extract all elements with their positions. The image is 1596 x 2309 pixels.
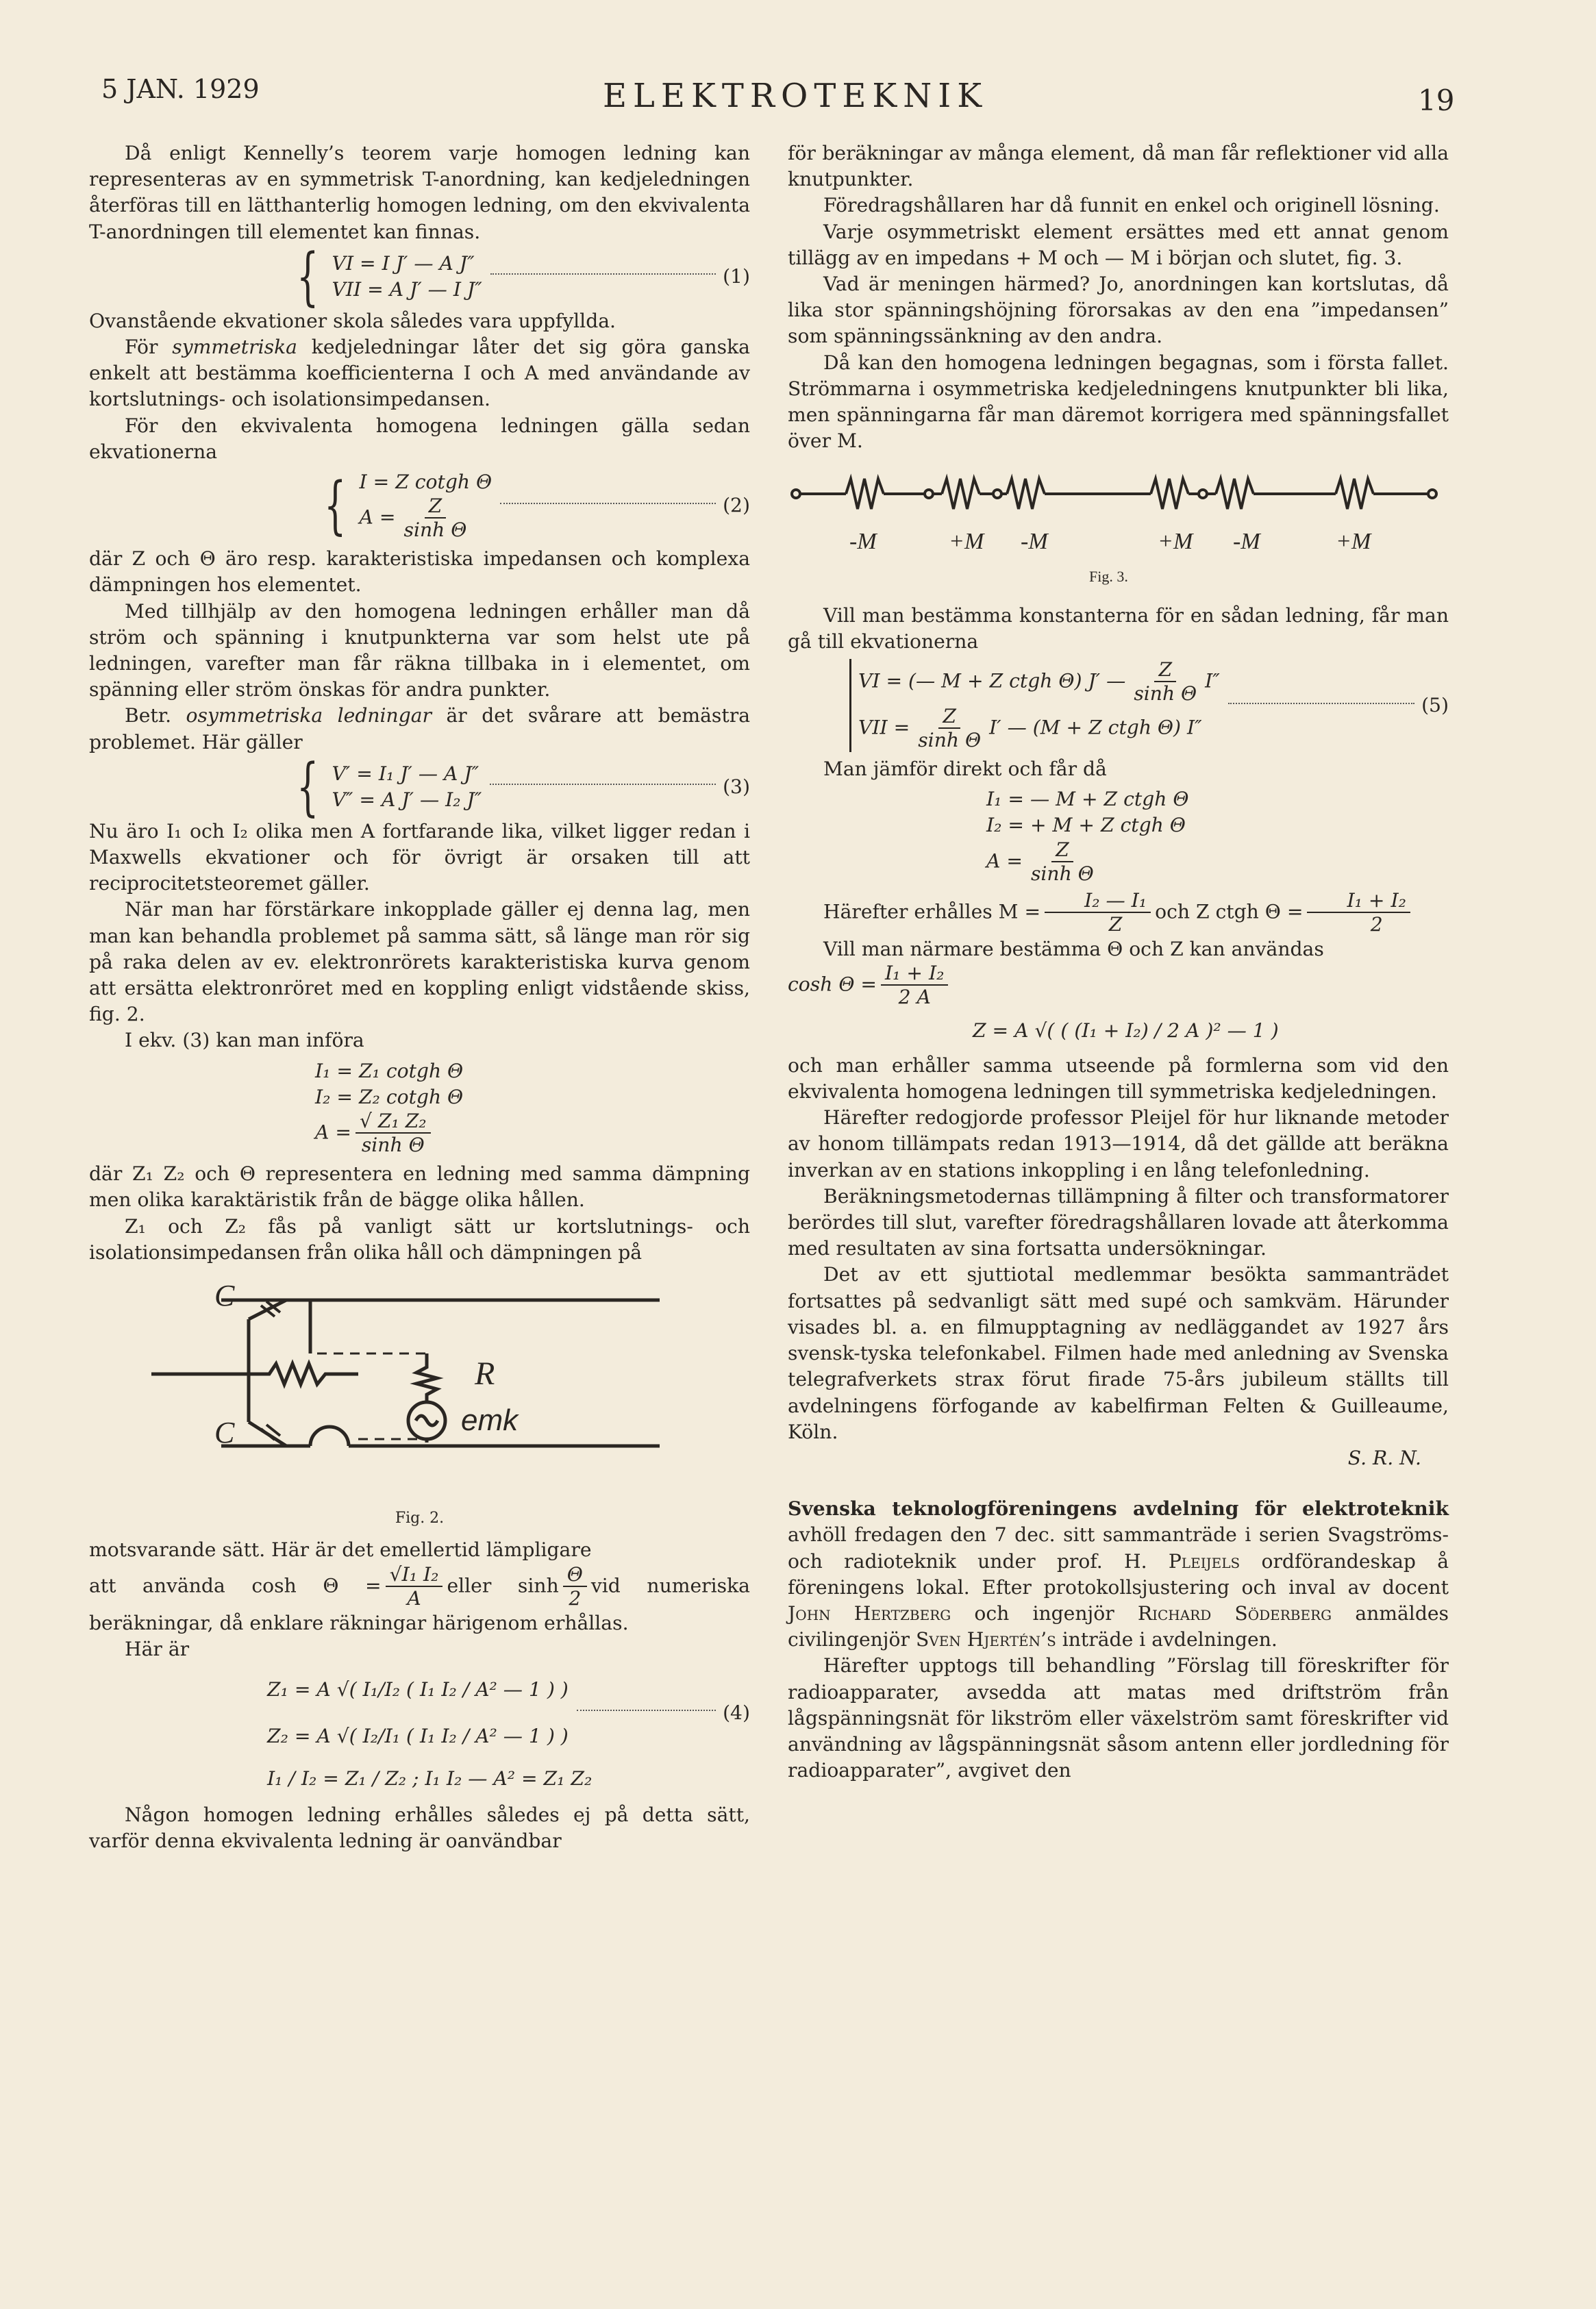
equation-z: Z = A √( ( (I₁ + I₂) / 2 A )² — 1 ) [973,1019,1279,1042]
equation-line: I₂ = Z₂ cotgh Θ [315,1085,464,1108]
fig3-label: +M [949,529,984,555]
right-column [788,140,1449,1784]
equation-4 [267,1667,750,1798]
paragraph: Vill man närmare bestämma Θ och Z kan användas [823,937,1324,960]
paragraph: Med tillhjälp av den homogena ledningen erhåller man då ström och spänning i knutpunkterna var som helst ute på ledningen, varefter man får räkna tillbaka in i elementet, om spänning eller ström önskas för andra punkter. [89,599,750,701]
fig3-label: -M [1021,529,1048,555]
equation-1: { VI = I J′ — A J″ VII = A J′ — I J″ (1) [297,239,750,313]
paragraph: för beräkningar av många element, då man får reflektioner vid alla knutpunkter. [788,142,1449,191]
journal-title: ELEKTROTEKNIK [603,77,988,115]
fig3-label: -M [1233,529,1260,555]
fig3-label: +M [1158,529,1193,555]
paragraph: Härefter upptogs till behandling ”Förslag till föreskrifter för radioapparater, avsedda att matas med driftström från lågspänningsnät för likström eller växelström samt föreskrifter vid användning av lågspänningsnät såsom antenn eller jordledning för radioapparater”, avgivet den [788,1654,1449,1782]
paragraph: Beräkningsmetodernas tillämpning å filter och transformatorer berördes till slut, varefter föredragshållaren lovade att återkomma med resultaten av sina fortsatta undersökningar. [788,1184,1449,1260]
equation-line: V″ = A J′ — I₂ J″ [332,788,482,811]
paragraph: att använda cosh Θ = $\frac{\text{√I₁ I₂}}{A}$ eller sinh $\frac{\Theta}{2}$ vid numeriska beräkningar, då enklare räkningar härigenom erhållas. [89,1562,750,1634]
paragraph: När man har förstärkare inkopplade gäller ej denna lag, men man kan behandla problemet på samma sätt, så länge man rör sig på raka delen av ev. elektronrörets karakteristiska kurva genom att ersätta elektronröret med en koppling enligt vidstående skiss, fig. 2. [89,898,750,1026]
paragraph: Då kan den homogena ledningen begagnas, som i första fallet. Strömmarna i osymmetriska kedjeledningens knutpunkter bli lika, men spänningarna får man däremot korrigera med spänningsfallet över M. [788,351,1449,453]
paragraph: Härefter erhålles M = $\frac{\text{I₂ — I₁}}{Z}$ och Z ctgh Θ = $\frac{\text{I₁ + I₂}}{2}$ [788,890,1449,936]
paragraph: Varje osymmetriskt element ersättes med ett annat genom tillägg av en impedans + M och — M i början och slutet, fig. 3. [788,220,1449,269]
equation-line: I₁ = Z₁ cotgh Θ [315,1059,464,1082]
paragraph: Z₁ och Z₂ fås på vanligt sätt ur kortslutnings- och isolationsimpedansen från olika håll och dämpningen på [89,1214,750,1264]
paragraph: Ovanstående ekvationer skola således vara uppfyllda. [89,309,616,332]
paragraph: Vill man bestämma konstanterna för en sådan ledning, får man gå till ekvationerna [788,603,1449,653]
paragraph: Man jämför direkt och får då [823,758,1107,781]
figure-caption: Fig. 3. [1089,568,1128,586]
equation-line: I₁ / I₂ = Z₁ / Z₂ ; I₁ I₂ — A² = Z₁ Z₂ [267,1767,593,1790]
paragraph: och man erhåller samma utseende på formlerna som vid den ekvivalenta homogena ledningen till symmetriska kedjeledningen. [788,1053,1449,1103]
header-date: 5 JAN. 1929 [101,74,260,104]
left-column [89,140,750,1854]
equation-number: (1) [723,264,750,288]
equation-5 [849,659,1449,752]
paragraph: För symmetriska kedjeledningar låter det sig göra ganska enkelt att bestämma koefficienterna I och A med användande av kortslutnings- och isolationsimpedansen. [89,336,750,411]
paragraph: Betr. osymmetriska ledningar är det svårare att bemästra problemet. Här gäller [89,704,750,753]
paragraph: Härefter redogjorde professor Pleijel för hur liknande metoder av honom tillämpats redan 1913—1914, då det gällde att beräkna inverkan av en stations inkoppling i en lång telefonledning. [788,1106,1449,1182]
paragraph: Någon homogen ledning erhålles således ej på detta sätt, varför denna ekvivalenta ledning är oanvändbar [89,1803,750,1853]
paragraph: Då enligt Kennelly’s teorem varje homogen ledning kan representeras av en symmetrisk T-anordning, kan kedjeledningen återföras till en lätthanterlig homogen ledning, om den ekvivalenta T-anordningen till elementet kan finnas. [89,142,750,243]
paragraph: där Z och Θ äro resp. karakteristiska impedansen och komplexa dämpningen hos elementet. [89,547,750,597]
figure-caption: Fig. 2. [395,1510,445,1527]
paragraph: motsvarande sätt. Här är det emellertid lämpligare [89,1538,592,1562]
equation-line: VI = I J′ — A J″ [332,251,475,275]
fig2-label-c-top: C [214,1278,234,1312]
equation-3: { V′ = I₁ J′ — A J″ V″ = A J′ — I₂ J″ (3) [297,749,750,823]
equation-line: I₁ = — M + Z ctgh Θ [986,788,1189,811]
equation-line: Z₂ = A √( I₂/I₁ ( I₁ I₂ / A² — 1 ) ) [267,1724,569,1747]
paragraph: För den ekvivalenta homogena ledningen gälla sedan ekvationerna [89,414,750,463]
paragraph: Svenska teknologföreningens avdelning för elektroteknik avhöll fredagen den 7 dec. sitt sammanträde i serien Svagströms- och radioteknik under prof. H. Pleijels ordförandeskap å föreningens lokal. Efter protokollsjustering och inval av docent John Hertzberg och ingenjör Richard Söderberg anmäldes civilingenjör Sven Hjertén’s inträde i avdelningen. [788,1497,1449,1651]
paragraph: Föredragshållaren har då funnit en enkel och originell lösning. [823,194,1440,217]
equation-number: (5) [1421,693,1449,716]
paragraph: Det av ett sjuttiotal medlemmar besökta sammanträdet fortsattes på sedvanligt sätt med supé och samkväm. Härunder visades bl. a. en filmupptagning av nedläggandet av 1927 års svensk-tyska telefonkabel. Filmen hade med anledning av Svenska telegrafverkets strax förut firade 75-års jubileum ställts till avdelningens förfogande av kabelfirman Felten & Guilleaume, Köln. [788,1263,1449,1443]
equation-line: VII = $\frac{Z}{\text{sinh Θ}}$ I′ — (M + Z ctgh Θ) I″ [858,705,1202,752]
equation-number: (2) [723,494,750,517]
fig2-label-c-bottom: C [214,1415,234,1449]
equation-cosh: cosh Θ = $\frac{\text{I₁ + I₂}}{2 A}$ [788,962,1449,1009]
fig2-label-emk: emk [460,1403,518,1437]
equation-line: V′ = I₁ J′ — A J″ [332,762,479,785]
fig3-label: +M [1336,529,1371,555]
equation-number: (3) [723,775,750,798]
equation-2: { I = Z cotgh Θ A = $\frac{Z}{\text{sinh Θ}}$ (2) [324,469,750,542]
equation-line: A = $\frac{\text{√ Z₁ Z₂}}{\text{sinh Θ}}$ [315,1110,750,1157]
fig3-label: -M [849,529,877,555]
section-heading: Svenska teknologföreningens avdelning för elektroteknik [788,1497,1449,1521]
paragraph: I ekv. (3) kan man införa [125,1029,364,1052]
equation-line: VII = A J′ — I J″ [332,277,482,301]
fig3-network-diagram [788,460,1449,590]
equation-line: VI = (— M + Z ctgh Θ) J′ — $\frac{Z}{\text{sinh Θ}}$ I″ [858,658,1220,706]
equation-number: (4) [723,1701,750,1724]
equation-line: A = $\frac{Z}{\text{sinh Θ}}$ [986,838,1094,885]
equation-block-i [986,786,1449,885]
equation-line: Z₁ = A √( I₁/I₂ ( I₁ I₂ / A² — 1 ) ) [267,1677,569,1701]
fig2-circuit-diagram [139,1271,701,1497]
figure-3 [788,460,1449,597]
equation-block-z [315,1058,750,1157]
fig2-label-r: R [474,1355,495,1392]
equation-line: I = Z cotgh Θ [359,471,492,494]
paragraph: Vad är meningen härmed? Jo, anordningen kan kortslutas, då lika stor spänningshöjning förorsakas av den ena ”impedansen” som spänningssänkning av den andra. [788,273,1449,348]
equation-line: I₂ = + M + Z ctgh Θ [986,814,1186,837]
paragraph: Nu äro I₁ och I₂ olika men A fortfarande lika, vilket ligger redan i Maxwells ekvationer och för övrigt är orsaken till att reciprocitetsteoremet gäller. [89,819,750,895]
paragraph: Här är [125,1637,190,1660]
paragraph: där Z₁ Z₂ och Θ representera en ledning med samma dämpning men olika karaktäristik från de bägge olika hållen. [89,1162,750,1212]
page-number: 19 [1418,84,1455,117]
equation-line: A = $\frac{Z}{\text{sinh Θ}}$ [359,495,467,542]
figure-2 [89,1271,750,1532]
signature: S. R. N. [1347,1446,1421,1469]
